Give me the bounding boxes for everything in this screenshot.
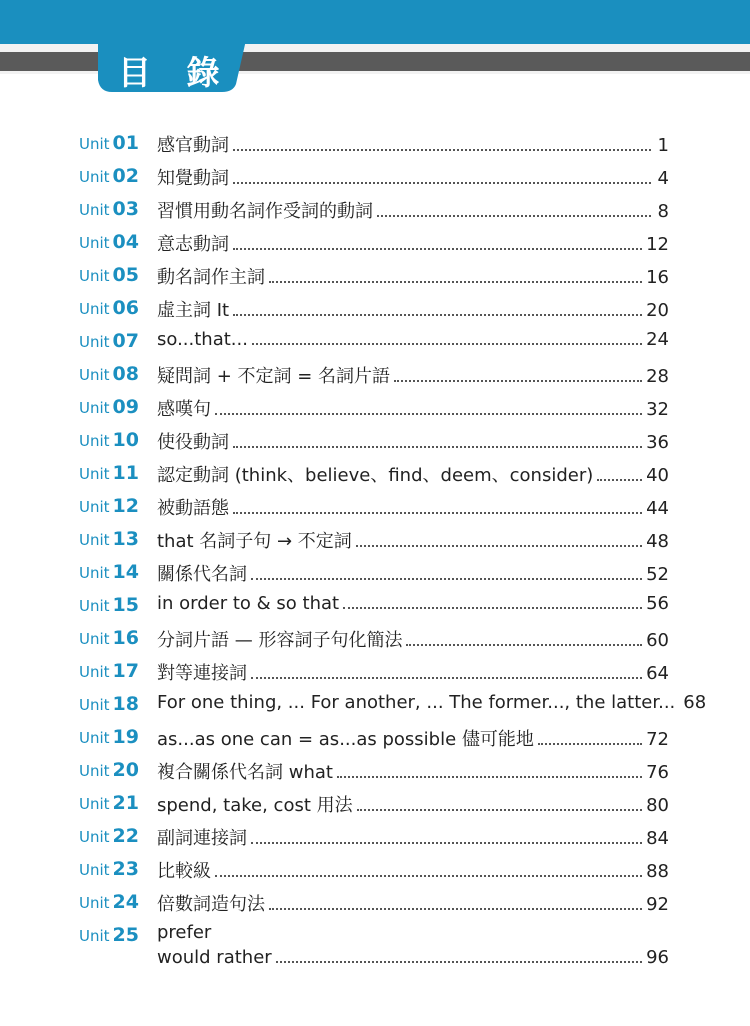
unit-number: 14	[112, 561, 139, 583]
entry-title: that 名詞子句 → 不定詞	[157, 531, 352, 552]
toc-entry[interactable]	[79, 491, 669, 524]
unit-word: Unit	[79, 333, 110, 351]
entry-title: 副詞連接詞	[157, 828, 247, 849]
entry-title: 複合關係代名詞 what	[157, 762, 333, 783]
page-header	[0, 0, 750, 100]
entry-line	[157, 197, 669, 223]
unit-number: 10	[112, 429, 139, 451]
toc-entry[interactable]	[79, 788, 669, 821]
entry-title: 分詞片語 — 形容詞子句化簡法	[157, 630, 403, 651]
unit-number: 07	[112, 330, 139, 352]
unit-label	[79, 396, 139, 418]
toc-entry[interactable]	[79, 392, 669, 425]
unit-word: Unit	[79, 828, 110, 846]
unit-number: 25	[112, 924, 139, 946]
entry-title: For one thing, ... For another, ... The former..., the latter...	[157, 692, 676, 713]
page-number: 40	[646, 465, 669, 486]
unit-label	[79, 726, 139, 748]
entry-line	[157, 395, 669, 421]
page-number: 84	[646, 828, 669, 849]
dot-leader	[251, 841, 642, 844]
unit-word: Unit	[79, 399, 110, 417]
entry-line	[157, 131, 669, 157]
unit-word: Unit	[79, 366, 110, 384]
unit-label	[79, 825, 139, 847]
dot-leader	[233, 247, 642, 250]
dot-leader	[269, 907, 642, 910]
entry-line	[157, 626, 669, 652]
unit-word: Unit	[79, 432, 110, 450]
unit-number: 12	[112, 495, 139, 517]
unit-number: 04	[112, 231, 139, 253]
page-number: 56	[646, 593, 669, 614]
entry-title: prefer	[157, 922, 212, 943]
entry-title: 意志動詞	[157, 234, 229, 255]
toc-entry[interactable]	[79, 557, 669, 590]
unit-word: Unit	[79, 894, 110, 912]
toc-entry[interactable]	[79, 425, 669, 458]
unit-label	[79, 627, 139, 649]
page-number: 16	[646, 267, 669, 288]
dot-leader	[276, 960, 642, 963]
entry-title: 被動語態	[157, 498, 229, 519]
unit-word: Unit	[79, 663, 110, 681]
unit-word: Unit	[79, 168, 110, 186]
toc-entry[interactable]	[79, 194, 669, 227]
entry-title: 疑問詞 + 不定詞 = 名詞片語	[157, 366, 391, 387]
toc-entry[interactable]	[79, 689, 707, 722]
toc-entry[interactable]	[79, 161, 669, 194]
entry-line	[157, 263, 669, 289]
page-number: 8	[657, 201, 669, 222]
unit-label	[79, 759, 139, 781]
page-number: 44	[646, 498, 669, 519]
dot-leader	[252, 342, 642, 345]
entry-title: as...as one can = as...as possible 儘可能地	[157, 729, 534, 750]
unit-label	[79, 495, 139, 517]
unit-word: Unit	[79, 762, 110, 780]
unit-label	[79, 561, 139, 583]
unit-label	[79, 660, 139, 682]
unit-label	[79, 891, 139, 913]
entry-title: 習慣用動名詞作受詞的動詞	[157, 201, 373, 222]
dot-leader	[215, 412, 642, 415]
dot-leader	[356, 544, 642, 547]
unit-number: 09	[112, 396, 139, 418]
dot-leader	[233, 313, 642, 316]
page-number: 76	[646, 762, 669, 783]
page-number: 72	[646, 729, 669, 750]
entry-line	[157, 725, 669, 751]
dot-leader	[357, 808, 642, 811]
entry-title: 虛主詞 It	[157, 300, 230, 321]
unit-word: Unit	[79, 267, 110, 285]
unit-word: Unit	[79, 630, 110, 648]
entry-line	[157, 461, 669, 487]
unit-number: 13	[112, 528, 139, 550]
entry-title: 比較級	[157, 861, 211, 882]
unit-number: 06	[112, 297, 139, 319]
entry-line	[157, 494, 669, 520]
entry-line	[157, 296, 669, 322]
dot-leader	[394, 379, 642, 382]
toc-entry[interactable]	[79, 128, 669, 161]
toc-entry[interactable]	[79, 656, 669, 689]
entry-line	[157, 692, 707, 713]
dot-leader	[215, 874, 642, 877]
unit-word: Unit	[79, 234, 110, 252]
page-number: 20	[646, 300, 669, 321]
unit-label	[79, 462, 139, 484]
entry-line	[157, 857, 669, 883]
dot-leader	[233, 445, 642, 448]
unit-label	[79, 363, 139, 385]
unit-word: Unit	[79, 597, 110, 615]
toc-entry[interactable]	[79, 590, 669, 623]
unit-label	[79, 858, 139, 880]
entry-line	[157, 560, 669, 586]
unit-word: Unit	[79, 564, 110, 582]
entry-title: 感官動詞	[157, 135, 229, 156]
page-number: 12	[646, 234, 669, 255]
unit-word: Unit	[79, 201, 110, 219]
unit-number: 05	[112, 264, 139, 286]
unit-word: Unit	[79, 927, 110, 945]
unit-label	[79, 165, 139, 187]
unit-number: 08	[112, 363, 139, 385]
unit-number: 02	[112, 165, 139, 187]
entry-line	[157, 791, 669, 817]
page-number: 28	[646, 366, 669, 387]
dot-leader	[337, 775, 642, 778]
unit-number: 19	[112, 726, 139, 748]
page-number: 48	[646, 531, 669, 552]
unit-number: 22	[112, 825, 139, 847]
unit-label	[79, 924, 139, 946]
unit-number: 20	[112, 759, 139, 781]
unit-number: 03	[112, 198, 139, 220]
unit-number: 23	[112, 858, 139, 880]
unit-label	[79, 198, 139, 220]
page-number: 88	[646, 861, 669, 882]
toc-entry[interactable]	[79, 458, 669, 491]
page-number: 4	[657, 168, 669, 189]
dot-leader	[233, 181, 651, 184]
dot-leader	[251, 676, 642, 679]
unit-word: Unit	[79, 795, 110, 813]
entry-title: 使役動詞	[157, 432, 229, 453]
unit-label	[79, 132, 139, 154]
page-number: 80	[646, 795, 669, 816]
unit-word: Unit	[79, 696, 110, 714]
entry-title: 動名詞作主詞	[157, 267, 265, 288]
entry-line	[157, 824, 669, 850]
entry-title: 知覺動詞	[157, 168, 229, 189]
page-number: 60	[646, 630, 669, 651]
page-number: 68	[683, 692, 707, 713]
entry-title: 關係代名詞	[157, 564, 247, 585]
unit-label	[79, 792, 139, 814]
page-number: 52	[646, 564, 669, 585]
toc-entry[interactable]	[79, 854, 669, 887]
unit-label	[79, 330, 139, 352]
entry-line	[157, 428, 669, 454]
unit-number: 17	[112, 660, 139, 682]
entry-title: 倍數詞造句法	[157, 894, 265, 915]
unit-label	[79, 594, 139, 616]
entry-line	[157, 593, 669, 614]
toc-entry[interactable]	[79, 227, 669, 260]
page-number: 24	[646, 329, 669, 350]
entry-title: so...that...	[157, 329, 248, 350]
entry-line	[157, 758, 669, 784]
toc-entry[interactable]	[79, 887, 669, 920]
entry-title: 對等連接詞	[157, 663, 247, 684]
entry-line	[157, 890, 669, 916]
unit-number: 21	[112, 792, 139, 814]
unit-label	[79, 297, 139, 319]
unit-label	[79, 429, 139, 451]
unit-label	[79, 264, 139, 286]
entry-line	[157, 659, 669, 685]
unit-word: Unit	[79, 729, 110, 747]
toc-entry[interactable]	[79, 293, 669, 326]
unit-word: Unit	[79, 135, 110, 153]
unit-word: Unit	[79, 465, 110, 483]
page-number: 36	[646, 432, 669, 453]
entry-title-continued: would rather	[157, 947, 272, 968]
unit-label	[79, 528, 139, 550]
page-number: 64	[646, 663, 669, 684]
entry-title: spend, take, cost 用法	[157, 795, 353, 816]
entry-subline	[157, 947, 669, 968]
unit-number: 16	[112, 627, 139, 649]
entry-line	[157, 527, 669, 553]
page-number: 96	[646, 947, 669, 968]
unit-number: 15	[112, 594, 139, 616]
unit-number: 18	[112, 693, 139, 715]
toc-entry[interactable]	[79, 623, 669, 656]
page-title: 目 錄	[118, 53, 232, 92]
unit-word: Unit	[79, 498, 110, 516]
toc-entry[interactable]	[79, 326, 669, 359]
toc-entry[interactable]	[79, 524, 669, 557]
toc-entry[interactable]	[79, 359, 669, 392]
dot-leader	[406, 643, 642, 646]
unit-word: Unit	[79, 861, 110, 879]
dot-leader	[538, 742, 642, 745]
unit-number: 24	[112, 891, 139, 913]
toc-entry[interactable]	[79, 260, 669, 293]
unit-word: Unit	[79, 300, 110, 318]
page-number: 32	[646, 399, 669, 420]
entry-line	[157, 164, 669, 190]
entry-title: in order to & so that	[157, 593, 340, 614]
dot-leader	[233, 511, 642, 514]
entry-line	[157, 230, 669, 256]
header-banner	[0, 0, 750, 100]
toc-entry[interactable]	[79, 821, 669, 854]
unit-word: Unit	[79, 531, 110, 549]
entry-title: 認定動詞 (think、believe、find、deem、consider)	[157, 465, 594, 486]
toc-entry[interactable]	[79, 755, 669, 788]
entry-line	[157, 362, 669, 388]
unit-number: 01	[112, 132, 139, 154]
dot-leader	[377, 214, 651, 217]
entry-line	[157, 922, 669, 968]
toc-entry[interactable]	[79, 722, 669, 755]
toc-entry[interactable]	[79, 920, 669, 980]
dot-leader	[233, 148, 651, 151]
page-number: 92	[646, 894, 669, 915]
dot-leader	[269, 280, 642, 283]
entry-title: 感嘆句	[157, 399, 211, 420]
dot-leader	[597, 478, 642, 481]
unit-label	[79, 693, 139, 715]
entry-line	[157, 329, 669, 350]
page-number: 1	[657, 135, 669, 156]
unit-number: 11	[112, 462, 139, 484]
unit-label	[79, 231, 139, 253]
dot-leader	[251, 577, 642, 580]
dot-leader	[343, 606, 642, 609]
